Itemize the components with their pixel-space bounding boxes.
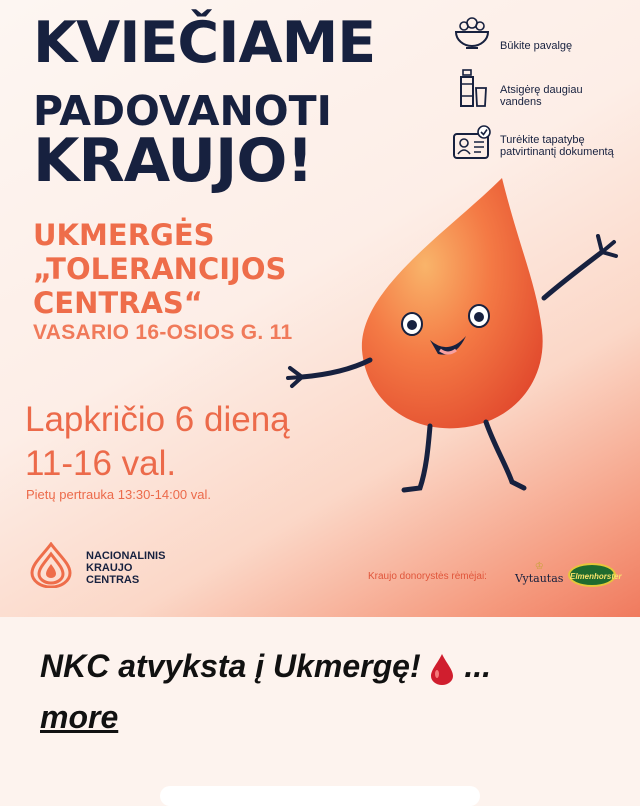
venue-line-2: „TOLERANCIJOS (33, 252, 287, 286)
blood-drop-emoji-icon (429, 652, 455, 686)
vytautas-logo: ♔ Vytautas (515, 561, 564, 585)
sponsors-label: Kraujo donorystės rėmėjai: (368, 571, 487, 582)
logo-line-3: CENTRAS (86, 574, 140, 586)
lunch-break-note: Pietų pertrauka 13:30-14:00 val. (26, 487, 212, 502)
blood-drop-mascot (280, 170, 640, 500)
tip-water-line-2: vandens (500, 96, 542, 108)
elmenhorster-logo: Elmenhorster (568, 563, 616, 587)
tip-id-line-2: patvirtinantį dokumentą (500, 146, 614, 158)
nkc-logo-text (86, 550, 165, 586)
headline-line-2: PADOVANOTI (33, 87, 332, 135)
tip-eat-text: Būkite pavalgę (500, 40, 573, 52)
more-link[interactable]: more (40, 699, 119, 735)
event-hours: 11-16 val. (25, 444, 177, 483)
caption-text: NKC atvyksta į Ukmergę! (40, 648, 421, 684)
caption-ellipsis: ... (464, 648, 492, 684)
logo-line-2: KRAUJO (86, 562, 133, 574)
tip-id-line-1: Turėkite tapatybę (500, 134, 585, 146)
headline-line-3: KRAUJO! (33, 126, 313, 196)
venue-line-1: UKMERGĖS (33, 218, 215, 252)
event-date: Lapkričio 6 dieną (25, 400, 290, 439)
nkc-logo-icon (28, 542, 74, 588)
venue-address: VASARIO 16-OSIOS G. 11 (33, 321, 293, 344)
salad-bowl-icon (452, 12, 492, 52)
tip-id-text (500, 134, 614, 158)
water-bottle-icon (452, 68, 492, 108)
headline-line-1: KVIEČIAME (33, 10, 376, 76)
bottom-sheet-handle[interactable] (160, 786, 480, 806)
post-caption (40, 648, 491, 686)
tip-water-text (500, 84, 583, 108)
vytautas-logo-text: Vytautas (515, 572, 564, 585)
id-card-icon (452, 124, 492, 164)
logo-line-1: NACIONALINIS (86, 550, 166, 562)
tip-water-line-1: Atsigėrę daugiau (500, 84, 583, 96)
venue-line-3: CENTRAS“ (33, 286, 203, 320)
